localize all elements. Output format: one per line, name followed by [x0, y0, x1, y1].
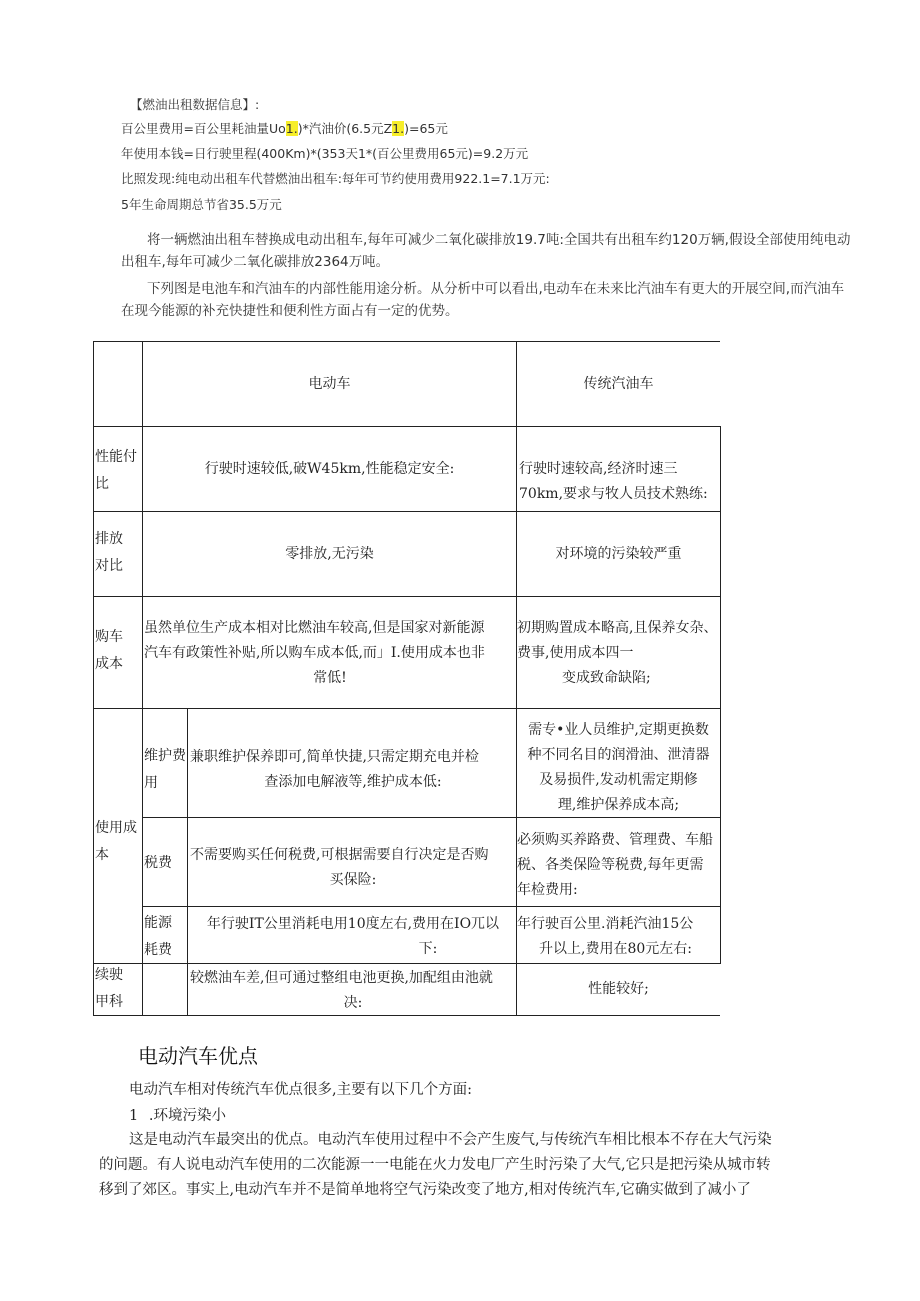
row-label-line: 耗费 — [144, 942, 172, 958]
cell-emission-electric: 零排放,无污染 — [285, 545, 374, 562]
row-label-line: 购车 — [95, 629, 123, 645]
row-label-line: 成本 — [95, 656, 123, 672]
cell-performance-gasoline — [519, 457, 719, 507]
sub-label-energy — [144, 910, 172, 964]
row-label-range — [95, 962, 123, 1016]
highlight-mark-2: 1. — [392, 121, 405, 136]
cell-line: 虽然单位生产成本相对比燃油车较高,但是国家对新能源 — [144, 620, 485, 636]
row-label-emission — [95, 526, 123, 580]
row-label-line: 对比 — [95, 558, 123, 574]
table-rule — [187, 708, 188, 1015]
cell-range-gasoline: 性能较好; — [588, 981, 649, 997]
cell-energy-gasoline — [517, 912, 720, 962]
section-title: 电动汽车优点 — [138, 1044, 258, 1068]
table-rule — [93, 341, 94, 1015]
cell-line: 税、各类保险等税费,每年更需 — [517, 857, 704, 873]
info-line1-part-c: )=65元 — [404, 121, 448, 136]
cell-line: 下: — [418, 941, 438, 957]
cell-maintenance-electric — [190, 745, 516, 795]
row-label-performance — [95, 444, 137, 498]
row-label-usage-cost — [95, 815, 137, 869]
cell-purchase-electric — [144, 616, 516, 691]
section-body-line-3: 移到了郊区。事实上,电动汽车并不是简单地将空气污染改变了地方,相对传统汽车,它确实做到了减小了 — [99, 1182, 751, 1198]
cell-emission-gasoline: 对环境的污染较严重 — [555, 545, 682, 562]
paragraph-analysis — [121, 278, 844, 322]
row-label-line: 续驶 — [95, 967, 123, 983]
cell-line: 汽车有政策性补贴,所以购车成本低,而」I.使用成本也非 — [144, 645, 485, 661]
cell-line: 不需要购买任何税费,可根据需要自行决定是否购 — [190, 847, 489, 863]
cell-line: 必须购买养路费、管理费、车船 — [517, 832, 713, 848]
cell-line: 及易损件,发动机需定期修 — [539, 772, 698, 788]
cell-range-electric — [190, 966, 516, 1016]
cell-purchase-gasoline — [517, 616, 720, 691]
paragraph-analysis-line-1: 下列图是电池车和汽油车的内部性能用途分析。从分析中可以看出,电动车在未来比汽油车有更大的开展空间,而汽油车 — [147, 281, 845, 297]
section-body-line-1: 这是电动汽车最突出的优点。电动汽车使用过程中不会产生废气,与传统汽车相比根本不存在大气污染 — [129, 1132, 772, 1148]
list-item-title: .环境污染小 — [148, 1108, 226, 1124]
sub-label-tax: 税费 — [144, 855, 172, 871]
sub-label-maintenance — [144, 743, 186, 797]
cell-energy-electric — [190, 912, 516, 962]
highlight-mark-1: 1. — [285, 121, 298, 136]
info-line1-part-a: 百公里费用=百公里耗油量Uo — [121, 121, 286, 136]
cell-line: 费事,使用成本四一 — [517, 645, 634, 661]
row-label-line: 用 — [144, 775, 158, 791]
info-line-lifecycle: 5年生命周期总节省35.5万元 — [121, 197, 282, 212]
row-label-line: 排放 — [95, 531, 123, 547]
cell-line: 常低! — [313, 670, 347, 686]
cell-line: 70km,要求与牧人员技术熟练: — [519, 486, 708, 502]
paragraph-emission-line-1: 将一辆燃油出租车替换成电动出租车,每年可减少二氧化碳排放19.7吨:全国共有出租车约120万辆,假设全部使用纯电动 — [147, 232, 851, 248]
info-line1-part-b: )*汽油价(6.5元Z — [297, 121, 393, 136]
header-electric: 电动车 — [308, 375, 351, 392]
info-line-annual-cost: 年使用本钱=日行驶里程(400Km)*(353天1*(百公里费用65元)=9.2万元 — [121, 146, 529, 161]
cell-line: 升以上,费用在80元左右: — [539, 941, 692, 957]
info-line-comparison: 比照发现:纯电动出租车代替燃油出租车:每年可节约使用费用922.1=7.1万元: — [121, 171, 550, 186]
cell-line: 行驶时速较高,经济时速三 — [519, 461, 678, 477]
cell-line: 查添加电解液等,维护成本低: — [264, 774, 442, 790]
table-rule — [142, 906, 720, 907]
cell-line: 理,维护保养成本高; — [557, 797, 680, 813]
paragraph-emission-line-2: 出租车,每年可减少二氧化碳排放2364万吨。 — [121, 254, 390, 270]
list-item-heading — [129, 1104, 226, 1129]
cell-line: 年行驶百公里.消耗汽油15公 — [517, 916, 694, 932]
table-rule — [142, 708, 143, 1015]
cell-line: 需专•业人员维护,定期更换数 — [528, 722, 709, 738]
row-label-line: 甲科 — [95, 994, 123, 1010]
paragraph-analysis-line-2: 在现今能源的补充快捷性和便利性方面占有一定的优势。 — [121, 303, 459, 319]
cell-line: 年检费用: — [517, 882, 578, 898]
cell-line: 变成致命缺陷; — [562, 670, 651, 686]
row-label-line: 能源 — [144, 915, 172, 931]
cell-maintenance-gasoline — [517, 718, 720, 818]
cell-line: 初期购置成本略高,且保养女杂、 — [517, 620, 718, 636]
cell-line: 决: — [343, 995, 363, 1011]
cell-line: 兼职维护保养即可,简单快捷,只需定期充电并检 — [190, 749, 479, 765]
paragraph-emission — [121, 229, 850, 273]
row-label-line: 比 — [95, 476, 109, 492]
cell-line: 买保险: — [329, 872, 377, 888]
cell-tax-gasoline — [517, 828, 720, 903]
row-label-line: 性能付 — [95, 449, 137, 465]
row-label-purchase — [95, 624, 123, 678]
table-rule — [720, 426, 721, 964]
section-body — [99, 1128, 772, 1203]
section-intro: 电动汽车相对传统汽车优点很多,主要有以下几个方面: — [129, 1082, 472, 1098]
row-label-line: 本 — [95, 847, 109, 863]
cell-line: 较燃油车差,但可通过整组电池更换,加配组由池就 — [190, 970, 493, 986]
section-body-line-2: 的问题。有人说电动汽车使用的二次能源一一电能在火力发电厂产生时污染了大气,它只是把污染从城市转 — [99, 1157, 771, 1173]
table-rule — [93, 596, 720, 597]
cell-performance-electric: 行驶时速较低,破W45km,性能稳定安全: — [204, 460, 455, 477]
row-label-line: 维护费 — [144, 748, 186, 764]
cell-line: 种不同名目的润滑油、泄清器 — [527, 747, 710, 763]
info-heading: 【燃油出租数据信息】: — [130, 97, 260, 112]
row-label-line: 使用成 — [95, 820, 137, 836]
cell-tax-electric — [190, 843, 516, 893]
list-item-number: 1 — [129, 1108, 139, 1124]
header-gasoline: 传统汽油车 — [583, 375, 654, 392]
cell-line: 年行驶IT公里消耗电用10度左右,费用在IO兀以 — [206, 916, 500, 932]
info-line-cost-per-100km — [121, 119, 448, 137]
